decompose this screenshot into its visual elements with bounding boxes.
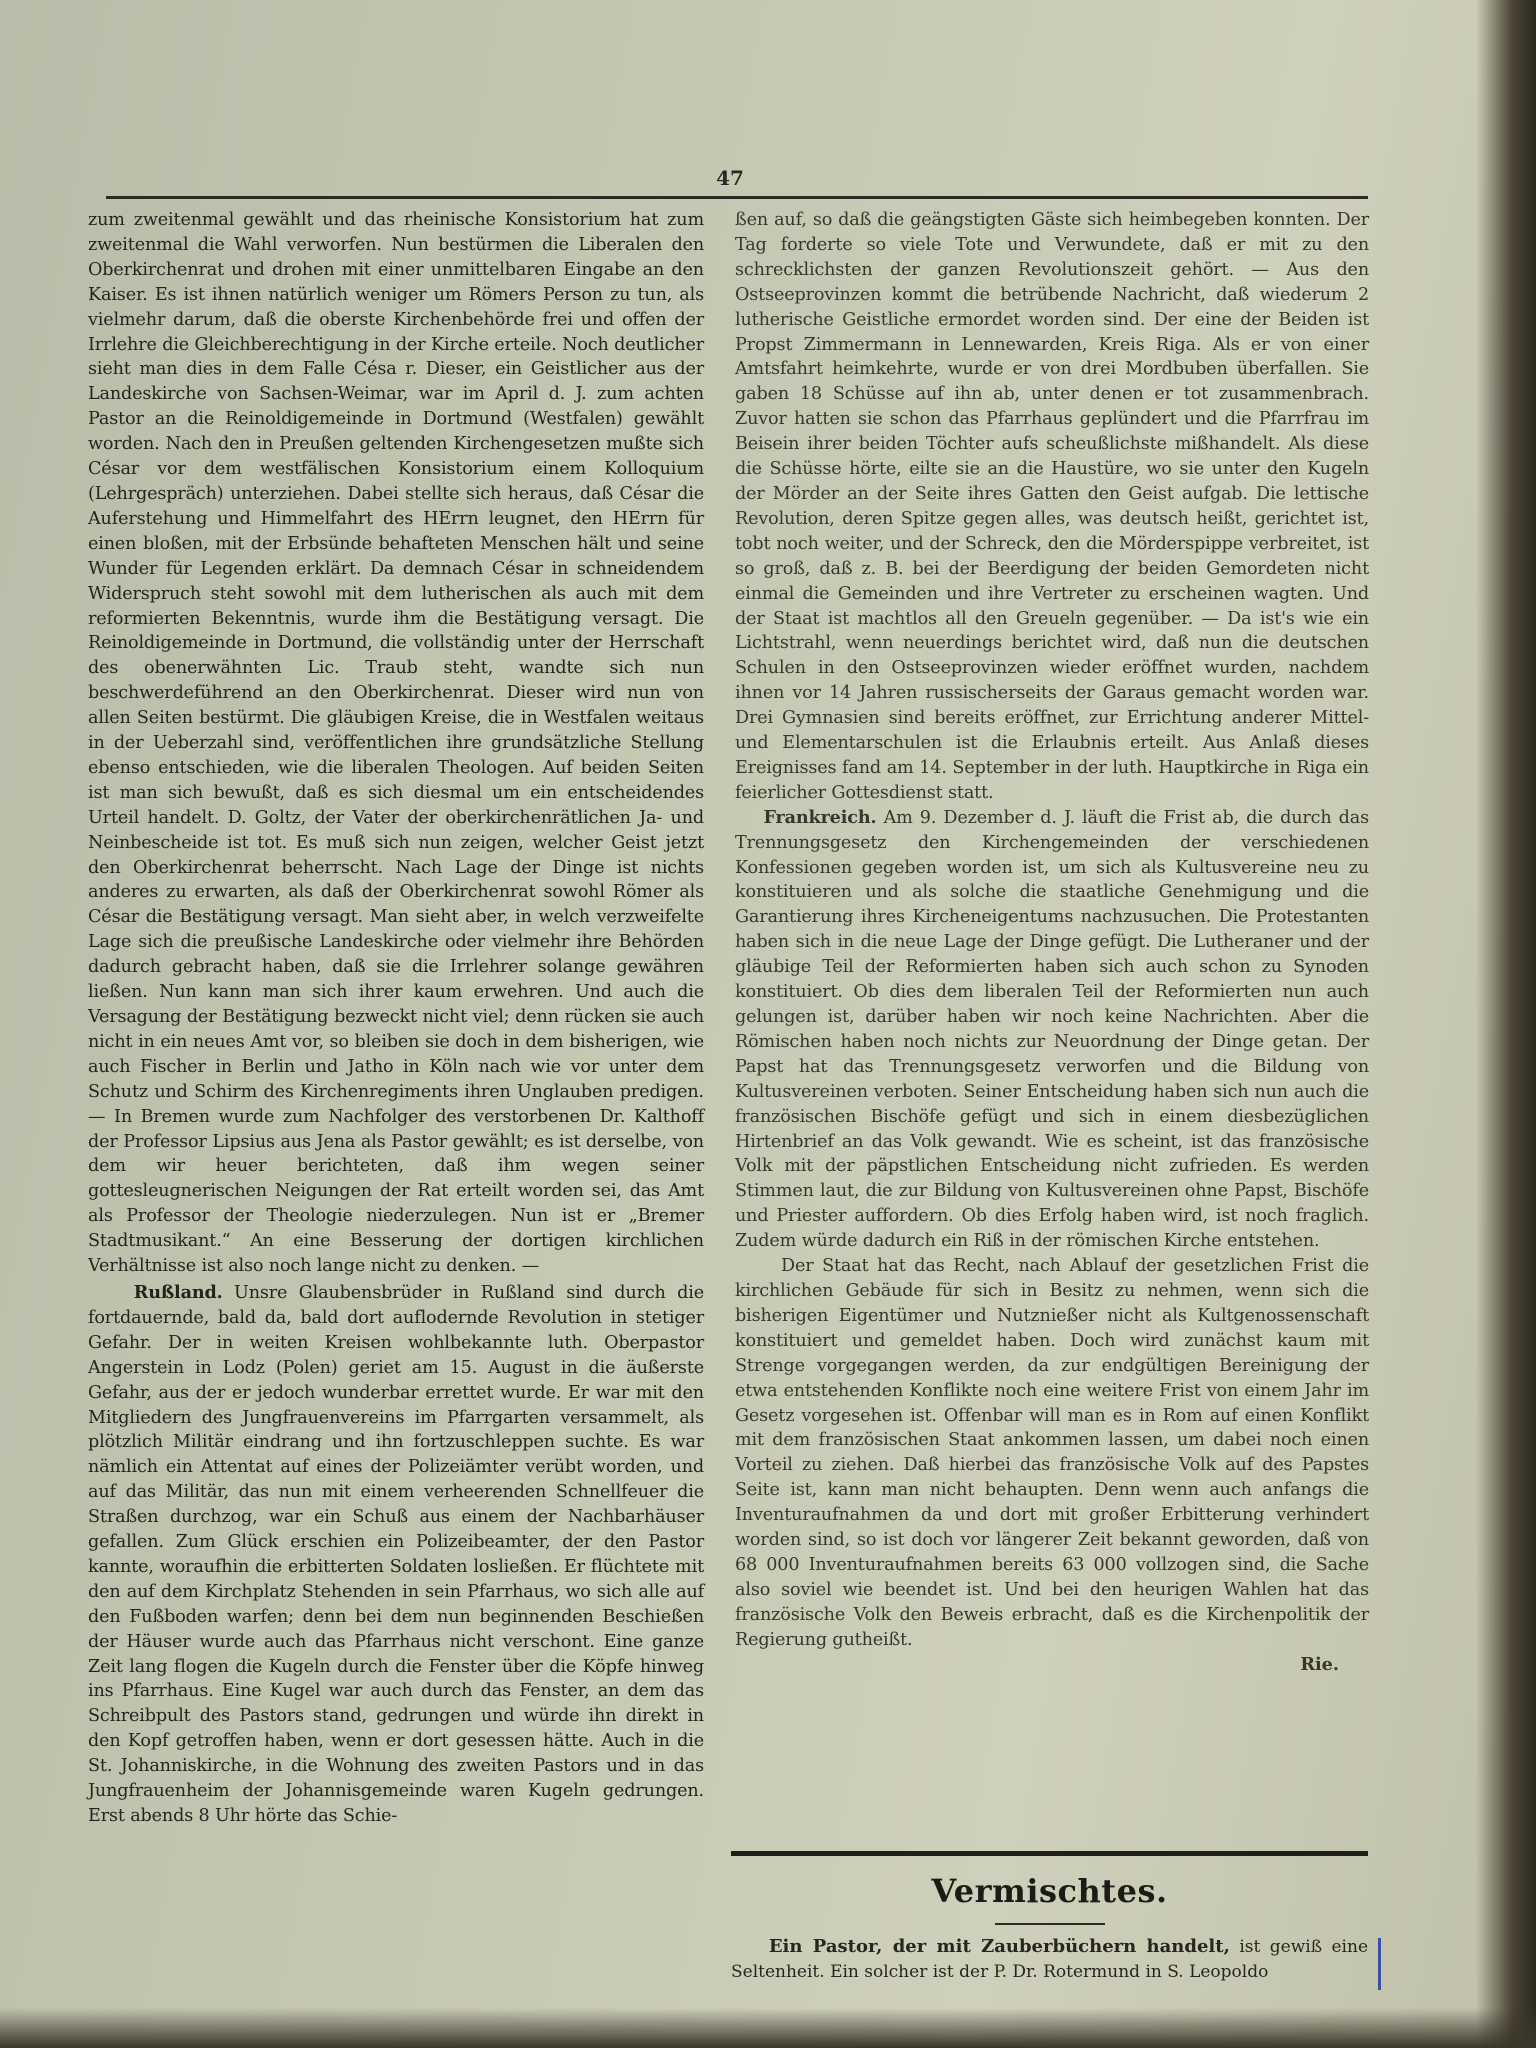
- russland-heading: Rußland.: [133, 1281, 223, 1303]
- header-rule: [106, 196, 1368, 199]
- russland-text: Unsre Glaubensbrüder in Rußland sind durch die fortdauernde, bald da, bald dort auflodernde Revolution in stetiger Gefahr. Der in weiten Kreisen wohlbekannte luth. Oberpastor Angerstein in Lodz (Polen) geriet am 15. August in die äußerste Gefahr, aus der er jedoch wunderbar errettet wurde. Er war mit den Mitgliedern des Jungfrauenvereins im Pfarrgarten versammelt, als plötzlich Militär eindrang und ihn fortzuschleppen suchte. Es war nämlich ein Attentat auf eines der Polizeiämter verübt worden, und auf das Militär, das nun mit einem verheerenden Schnellfeuer die Straßen durchzog, war ein Schuß aus einem der Nachbarhäuser gefallen. Zum Glück erschien ein Polizeibeamter, der den Pastor kannte, woraufhin die erbitterten Soldaten losließen. Er flüchtete mit den auf dem Kirchplatz Stehenden in sein Pfarrhaus, wo sich alle auf den Fußboden warfen; denn bei dem nun beginnenden Beschießen der Häuser wurde auch das Pfarrhaus nicht verschont. Eine ganze Zeit lang flogen die Kugeln durch die Fenster über die Köpfe hinweg ins Pfarrhaus. Eine Kugel war auch durch das Fenster, an dem das Schreibpult des Pastors stand, gedrungen und würde ihn direkt in den Kopf getroffen haben, wenn er dort gesessen hätte. Auch in die St. Johanniskirche, in die Wohnung des zweiten Pastors und in das Jungfrauenheim der Johannisgemeinde waren Kugeln gedrungen. Erst abends 8 Uhr hörte das Schie-: [88, 1282, 704, 1826]
- frankreich-paragraph: [735, 806, 1369, 1254]
- vermischtes-heading: Ein Pastor, der mit Zauberbüchern handelt,: [768, 1936, 1230, 1957]
- vermischtes-paragraph: [731, 1935, 1368, 1984]
- left-paragraph-1: zum zweitenmal gewählt und das rheinische Konsistorium hat zum zweitenmal die Wahl verworfen. Nun bestürmen die Liberalen den Oberkirchenrat und drohen mit einer unmittelbaren Eingabe an den Kaiser. Es ist ihnen natürlich weniger um Römers Person zu tun, als vielmehr darum, daß die oberste Kirchenbehörde frei und offen der Irrlehre die Gleichberechtigung in der Kirche erteile. Noch deutlicher sieht man dies in dem Falle Césa r. Dieser, ein Geistlicher aus der Landeskirche von Sachsen-Weimar, war im April d. J. zum achten Pastor an die Reinoldigemeinde in Dortmund (Westfalen) gewählt worden. Nach den in Preußen geltenden Kirchengesetzen mußte sich César vor dem westfälischen Konsistorium einem Kolloquium (Lehrgespräch) unterziehen. Dabei stellte sich heraus, daß César die Auferstehung und Himmelfahrt des HErrn leugnet, den HErrn für einen bloßen, mit der Erbsünde behafteten Menschen hält und seine Wunder für Legenden erklärt. Da demnach César in schneidendem Widerspruch steht sowohl mit dem lutherischen als auch mit dem reformierten Bekenntnis, wurde ihm die Bestätigung versagt. Die Reinoldigemeinde in Dortmund, die vollständig unter der Herrschaft des obenerwähnten Lic. Traub steht, wandte sich nun beschwerdeführend an den Oberkirchenrat. Dieser wird nun von allen Seiten bestürmt. Die gläubigen Kreise, die in Westfalen weitaus in der Ueberzahl sind, veröffentlichen ihre grundsätzliche Stellung ebenso entschieden, wie die liberalen Theologen. Auf beiden Seiten ist man sich bewußt, daß es sich diesmal um ein entscheidendes Urteil handelt. D. Goltz, der Vater der oberkirchenrätlichen Ja- und Neinbescheide ist tot. Es muß sich nun zeigen, welcher Geist jetzt den Oberkirchenrat beherrscht. Nach Lage der Dinge ist nichts anderes zu erwarten, als daß der Oberkirchenrat sowohl Römer als César die Bestätigung versagt. Man sieht aber, in welch verzweifelte Lage sich die preußische Landeskirche oder vielmehr ihre Behörden dadurch gebracht haben, daß sie die Irrlehrer solange gewähren ließen. Nun kann man sich ihrer kaum erwehren. Und auch die Versagung der Bestätigung bezweckt nicht viel; denn rücken sie auch nicht in ein neues Amt vor, so bleiben sie doch in dem bisherigen, wie auch Fischer in Berlin und Jatho in Köln nach wie vor unter dem Schutz und Schirm des Kirchenregiments ihren Unglauben predigen. — In Bremen wurde zum Nachfolger des verstorbenen Dr. Kalthoff der Professor Lipsius aus Jena als Pastor gewählt; es ist derselbe, von dem wir heuer berichteten, daß ihm wegen seiner gottesleugnerischen Neigungen der Rat erteilt worden sei, das Amt als Professor der Theologie niederzulegen. Nun ist er „Bremer Stadtmusikant.“ An eine Besserung der dortigen kirchlichen Verhältnisse ist also noch lange nicht zu denken. —: [88, 210, 704, 1277]
- right-paragraph-1: ßen auf, so daß die geängstigten Gäste sich heimbegeben konnten. Der Tag forderte so viele Tote und Verwundete, daß er mit zu den schrecklichsten der ganzen Revolutionszeit gehört. — Aus den Ostseeprovinzen kommt die betrübende Nachricht, daß wiederum 2 lutherische Geistliche ermordet worden sind. Der eine der Beiden ist Propst Zimmermann in Lennewarden, Kreis Riga. Als er von einer Amtsfahrt heimkehrte, wurde er von drei Mordbuben überfallen. Sie gaben 18 Schüsse auf ihn ab, unter denen er tot zusammenbrach. Zuvor hatten sie schon das Pfarrhaus geplündert und die Pfarrfrau im Beisein ihrer beiden Töchter aufs scheußlichste mißhandelt. Als diese die Schüsse hörte, eilte sie an die Haustüre, wo sie unter den Kugeln der Mörder an der Seite ihres Gatten den Geist aufgab. Die lettische Revolution, deren Spitze gegen alles, was deutsch heißt, gerichtet ist, tobt noch weiter, und der Schreck, den die Mörderspippe verbreitet, ist so groß, daß z. B. bei der Beerdigung der beiden Gemordeten nicht einmal die Gemeinden und ihre Vertreter zu erscheinen wagten. Und der Staat ist machtlos all den Greueln gegenüber. — Da ist's wie ein Lichtstrahl, wenn neuerdings berichtet wird, daß nun die deutschen Schulen in den Ostseeprovinzen wieder eröffnet wurden, nachdem ihnen vor 14 Jahren russischerseits der Garaus gemacht worden war. Drei Gymnasien sind bereits eröffnet, zur Errichtung anderer Mittel- und Elementarschulen ist die Erlaubnis erteilt. Aus Anlaß dieses Ereignisses fand am 14. September in der luth. Hauptkirche in Riga ein feierlicher Gottesdienst statt.: [735, 210, 1369, 803]
- page-number: 47: [716, 166, 744, 190]
- russland-paragraph: [88, 1281, 704, 1829]
- frankreich-heading: Frankreich.: [763, 806, 877, 828]
- section-divider: [731, 1851, 1368, 1856]
- page-bottom-shadow: [0, 2008, 1536, 2048]
- left-column: [88, 208, 704, 1829]
- section-title: Vermischtes.: [931, 1872, 1168, 1910]
- staat-paragraph: Der Staat hat das Recht, nach Ablauf der gesetzlichen Frist die kirchlichen Gebäude für sich in Besitz zu nehmen, wenn sich die bisherigen Eigentümer und Nutznießer nicht als Kultgenossenschaft konstituiert und gemeldet haben. Doch wird zunächst kaum mit Strenge vorgegangen werden, da zur endgültigen Bereinigung der etwa entstehenden Konflikte noch eine weitere Frist von einem Jahr im Gesetz vorgesehen ist. Offenbar will man es in Rom auf einen Konflikt mit dem französischen Staat ankommen lassen, um dabei noch einen Vorteil zu ziehen. Daß hierbei das französische Volk auf des Papstes Seite ist, kann man nicht behaupten. Denn wenn auch anfangs die Inventuraufnahmen da und dort mit großer Erbitterung verhindert worden sind, so ist doch vor längerer Zeit bekannt geworden, daß von 68 000 Inventuraufnahmen bereits 63 000 vollzogen sind, die Sache also soviel wie beendet ist. Und bei den heurigen Wahlen hat das französische Volk den Beweis erbracht, daß es die Kirchenpolitik der Regierung gutheißt.: [735, 1256, 1369, 1650]
- pencil-mark: [1378, 1938, 1381, 1990]
- vermischtes-text: ist gewiß eine Seltenheit. Ein solcher ist der P. Dr. Rotermund in S. Leopoldo: [731, 1937, 1369, 1982]
- page-edge-shadow: [1476, 0, 1536, 2048]
- section-title-underline: [995, 1923, 1105, 1925]
- right-column: [735, 208, 1369, 1677]
- frankreich-text: Am 9. Dezember d. J. läuft die Frist ab, die durch das Trennungsgesetz den Kirchengemeinden der verschiedenen Konfessionen gegeben worden ist, um sich als Kultusvereine neu zu konstituieren und als solche die staatliche Genehmigung und die Garantierung ihres Kircheneigentums nachzusuchen. Die Protestanten haben sich in die neue Lage der Dinge gefügt. Die Lutheraner und der gläubige Teil der Reformierten haben sich auch schon zu Synoden konstituiert. Ob dies dem liberalen Teil der Reformierten nun auch gelungen ist, darüber haben wir noch keine Nachrichten. Aber die Römischen haben noch nichts zur Neuordnung der Dinge getan. Der Papst hat das Trennungsgesetz verworfen und die Bildung von Kultusvereinen verboten. Seiner Entscheidung haben sich nun auch die französischen Bischöfe gefügt und sich in einem diesbezüglichen Hirtenbrief an das Volk gewandt. Wie es scheint, ist das französische Volk mit der päpstlichen Entscheidung nicht zufrieden. Es werden Stimmen laut, die zur Bildung von Kultusvereinen ohne Papst, Bischöfe und Priester auffordern. Ob dies Erfolg haben wird, ist noch fraglich. Zudem würde dadurch ein Riß in der römischen Kirche entstehen.: [735, 807, 1369, 1252]
- author-signature: Rie.: [1300, 1653, 1339, 1675]
